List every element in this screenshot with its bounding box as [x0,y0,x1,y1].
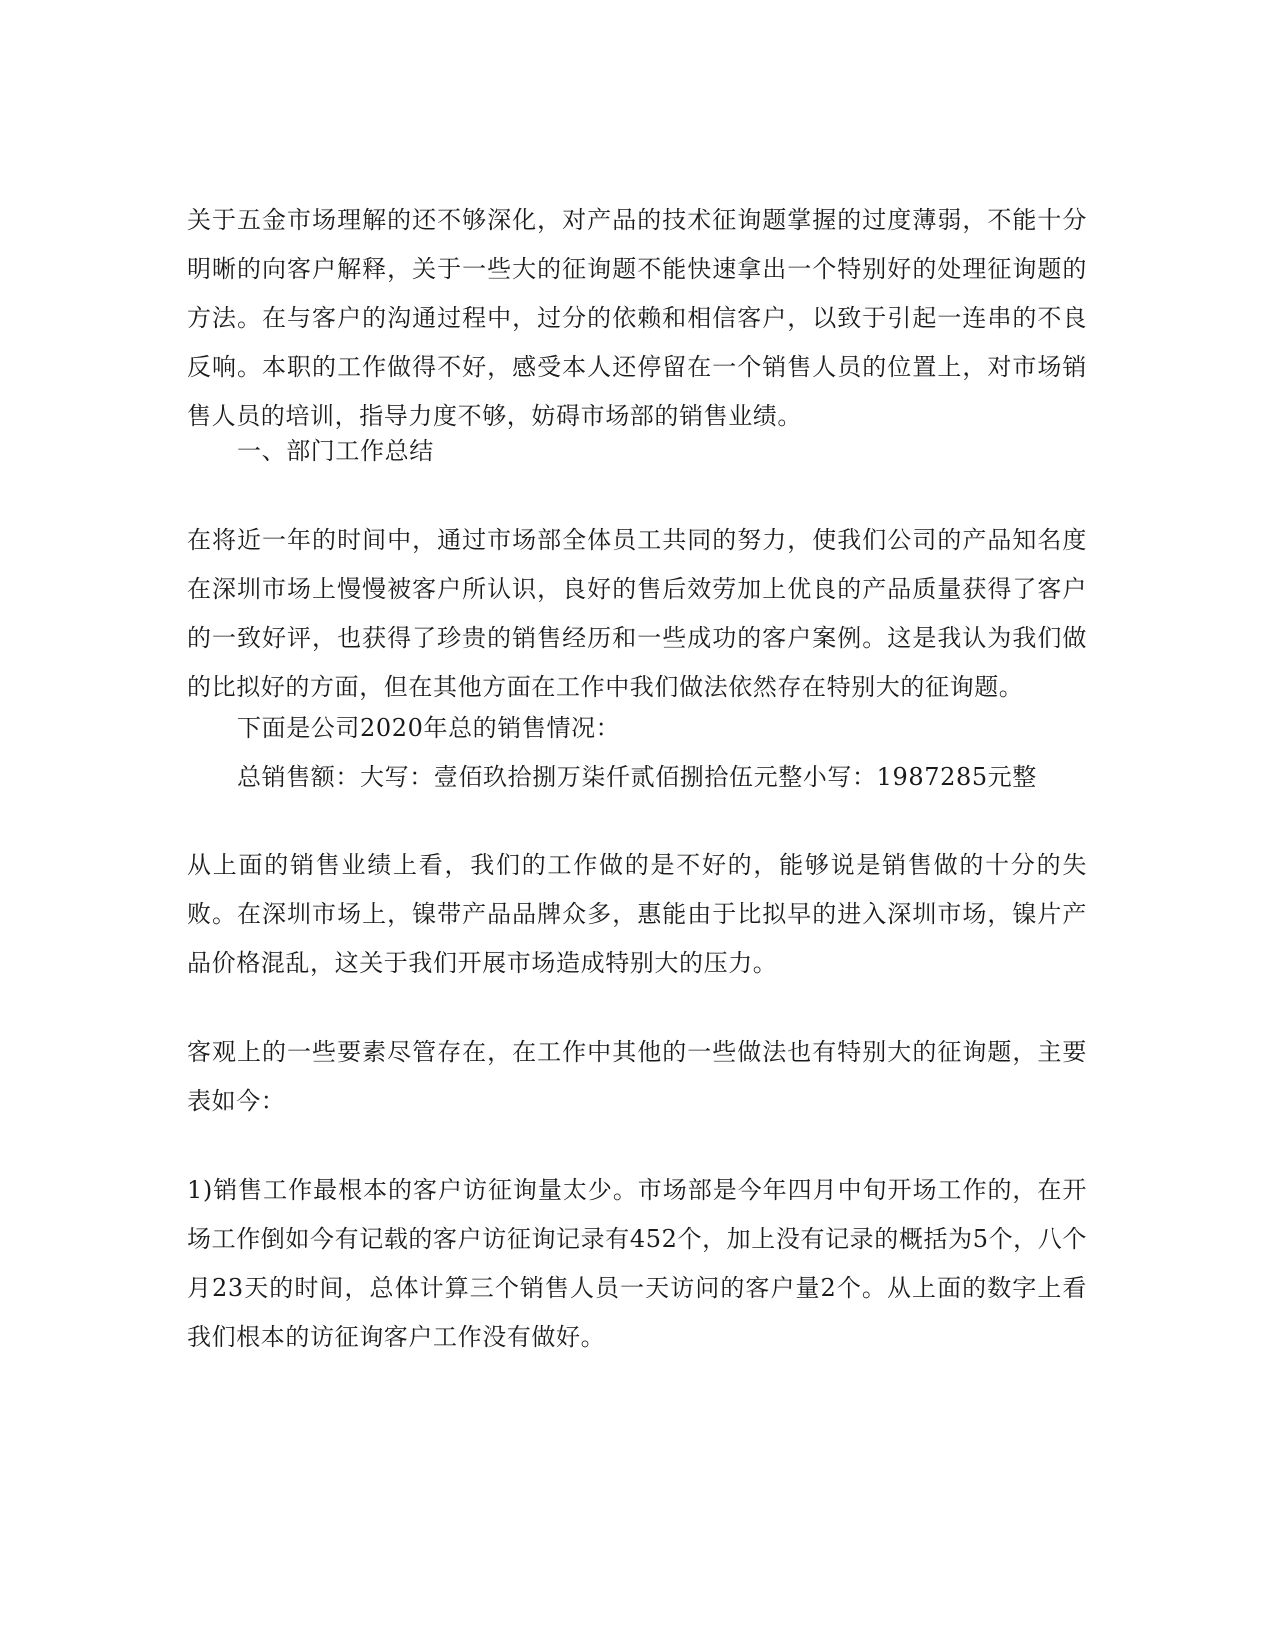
paragraph-total-sales: 总销售额：大写：壹佰玖拾捌万柒仟贰佰捌拾伍元整小写：1987285元整 [237,763,1037,791]
paragraph-sales-performance: 从上面的销售业绩上看，我们的工作做的是不好的，能够说是销售做的十分的失败。在深圳市场上，镍带产品品牌众多，惠能由于比拟早的进入深圳市场，镍片产品价格混乱，这关于我们开展市场造成特别大的压力。 [187,851,1087,977]
paragraph-sales-intro: 下面是公司2020年总的销售情况： [237,714,621,742]
section-heading-department-summary: 一、部门工作总结 [237,437,434,465]
paragraph-market-understanding: 关于五金市场理解的还不够深化，对产品的技术征询题掌握的过度薄弱，不能十分明晰的向客户解释，关于一些大的征询题不能快速拿出一个特别好的处理征询题的方法。在与客户的沟通过程中，过分的依赖和相信客户，以致于引起一连串的不良反响。本职的工作做得不好，感受本人还停留在一个销售人员的位置上，对市场销售人员的培训，指导力度不够，妨碍市场部的销售业绩。 [187,206,1087,430]
paragraph-client-visits: 1)销售工作最根本的客户访征询量太少。市场部是今年四月中旬开场工作的，在开场工作倒如今有记载的客户访征询记录有452个，加上没有记录的概括为5个，八个月23天的时间，总体计算三个销售人员一天访问的客户量2个。从上面的数字上看我们根本的访征询客户工作没有做好。 [187,1176,1087,1351]
paragraph-objective-factors: 客观上的一些要素尽管存在，在工作中其他的一些做法也有特别大的征询题，主要表如今： [187,1038,1087,1115]
paragraph-yearly-review: 在将近一年的时间中，通过市场部全体员工共同的努力，使我们公司的产品知名度在深圳市场上慢慢被客户所认识，良好的售后效劳加上优良的产品质量获得了客户的一致好评，也获得了珍贵的销售经历和一些成功的客户案例。这是我认为我们做的比拟好的方面，但在其他方面在工作中我们做法依然存在特别大的征询题。 [187,526,1087,701]
